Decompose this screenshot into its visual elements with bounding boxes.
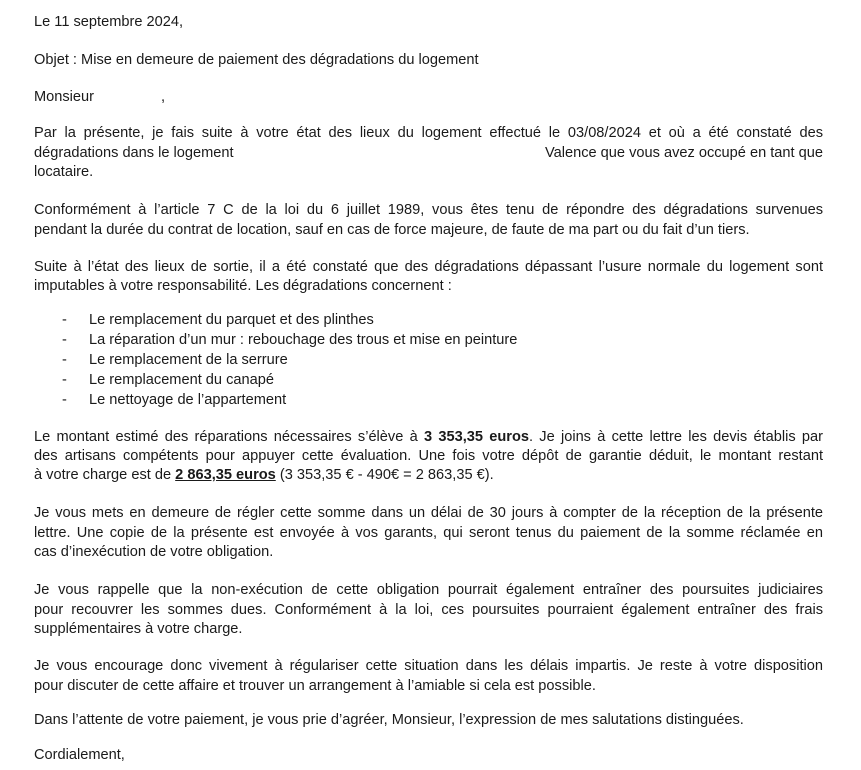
p4-line-3b: (3 353,35 € - 490€ = 2 863,35 €). bbox=[279, 467, 494, 483]
p3-line-2: imputables à votre responsabilité. Les dégradations concernent : bbox=[34, 278, 452, 294]
p7-line-2: pour discuter de cette affaire et trouver un arrangement à l’amiable si cela est possible. bbox=[34, 678, 596, 694]
list-bullet: - bbox=[62, 332, 67, 348]
list-bullet: - bbox=[62, 392, 67, 408]
p2-line-1 bbox=[34, 200, 823, 220]
p4-line-1 bbox=[34, 427, 823, 447]
letter-date: Le 11 septembre 2024, bbox=[34, 14, 184, 30]
p3-line-1: Suite à l’état des lieux de sortie, il a été constaté que des dégradations dépassant l’usure normale du logement sont bbox=[34, 259, 823, 275]
list-bullet: - bbox=[62, 312, 67, 328]
list-item: Le remplacement du parquet et des plinthes bbox=[89, 312, 374, 328]
list-item: Le nettoyage de l’appartement bbox=[89, 392, 287, 408]
p6-line-3: supplémentaires à votre charge. bbox=[34, 621, 243, 637]
p2-line-1b: vous êtes tenu de répondre des dégradations survenues bbox=[432, 202, 824, 218]
p5-line-2: lettre. Une copie de la présente est envoyée à vos garants, qui seront tenus du paiement de la somme réclamée en bbox=[34, 525, 823, 541]
p4-line-3 bbox=[34, 465, 494, 485]
p1-line-2a: dégradations dans le logement bbox=[34, 145, 234, 161]
p6-line-2: pour recouvrer les sommes dues. Conformément à la loi, ces poursuites pourraient également entraîner des frais bbox=[34, 602, 823, 618]
list-bullet: - bbox=[62, 352, 67, 368]
remaining-amount: 2 863,35 euros bbox=[175, 467, 276, 483]
letter-closing: Dans l’attente de votre paiement, je vous prie d’agréer, Monsieur, l’expression de mes salutations distinguées. bbox=[34, 712, 744, 728]
list-bullet: - bbox=[62, 372, 67, 388]
salutation-suffix: , bbox=[161, 89, 166, 105]
p4-line-2: des artisans compétents pour appuyer cette évaluation. Une fois votre dépôt de garantie déduit, le montant restant bbox=[34, 448, 823, 464]
p4-line-1a: Le montant estimé des réparations nécessaires s’élève à bbox=[34, 429, 418, 445]
p2-line-1a: Conformément à l’article 7 C de la loi du 6 juillet 1989, bbox=[34, 202, 425, 218]
letter-salutation bbox=[34, 87, 165, 107]
p1-line-1: Par la présente, je fais suite à votre état des lieux du logement effectué le 03/08/2024 et où a été constaté des bbox=[34, 125, 823, 141]
p5-line-3: cas d’inexécution de votre obligation. bbox=[34, 544, 274, 560]
list-item: La réparation d’un mur : rebouchage des trous et mise en peinture bbox=[89, 332, 518, 348]
list-item: Le remplacement de la serrure bbox=[89, 352, 288, 368]
p6-line-1: Je vous rappelle que la non-exécution de cette obligation pourrait également entraîner des poursuites judiciaires bbox=[34, 582, 823, 598]
list-item: Le remplacement du canapé bbox=[89, 372, 274, 388]
p1-line-2 bbox=[34, 143, 823, 163]
p2-line-2: pendant la durée du contrat de location, sauf en cas de force majeure, de faute de ma part ou du fait d’un tiers. bbox=[34, 222, 750, 238]
salutation-prefix: Monsieur bbox=[34, 89, 95, 105]
p7-line-1: Je vous encourage donc vivement à régulariser cette situation dans les délais impartis. Je reste à votre disposition bbox=[34, 658, 823, 674]
letter-signoff: Cordialement, bbox=[34, 747, 125, 763]
total-amount: 3 353,35 euros bbox=[423, 429, 529, 445]
p5-line-1: Je vous mets en demeure de régler cette somme dans un délai de 30 jours à compter de la réception de la présente bbox=[34, 505, 823, 521]
p4-line-3a: à votre charge est de bbox=[34, 467, 172, 483]
p1-line-2b: Valence que vous avez occupé en tant que bbox=[544, 145, 823, 161]
letter-subject: Objet : Mise en demeure de paiement des dégradations du logement bbox=[34, 52, 479, 68]
p4-line-1b: . Je joins à cette lettre les devis établis par bbox=[528, 429, 823, 445]
p1-line-3: locataire. bbox=[34, 164, 94, 180]
